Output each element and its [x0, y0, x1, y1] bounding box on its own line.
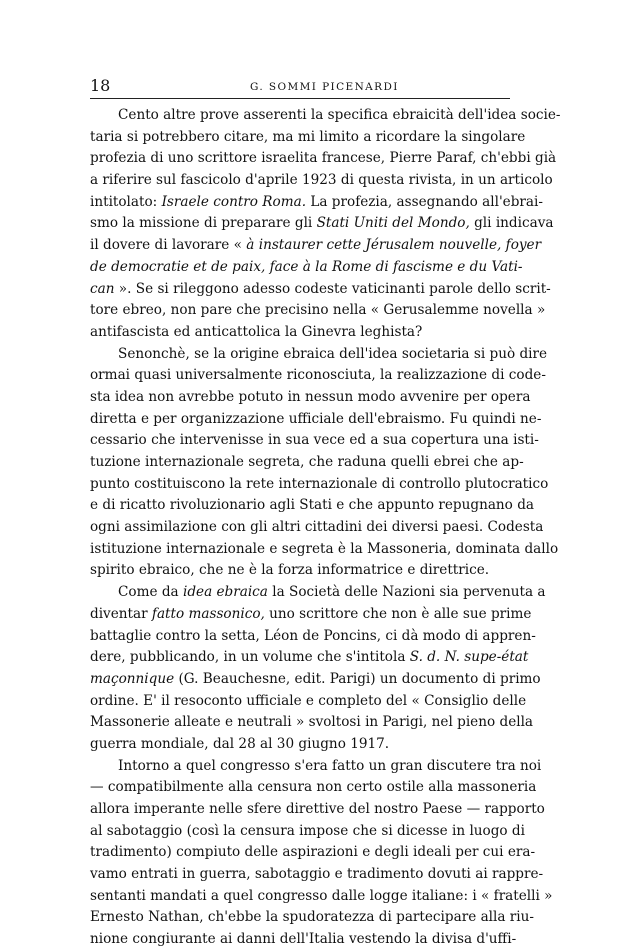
roman-text: antifascista ed anticattolica la Ginevra leghista? [90, 323, 423, 340]
text-line [90, 712, 534, 734]
text-line [90, 322, 510, 344]
roman-text: sentanti mandati a quel congresso dalle logge italiane: i « fratelli » [90, 887, 553, 904]
italic-text: à instaurer cette Jérusalem nouvelle, foyer [246, 237, 542, 254]
roman-text: — compatibilmente alla censura non certo ostile alla massoneria [90, 779, 537, 796]
text-line [90, 495, 534, 517]
italic-text: Israele contro Roma. [161, 193, 307, 210]
text-line [90, 192, 543, 214]
roman-text: Intorno a quel congresso s'era fatto un gran discutere tra noi [118, 757, 542, 774]
text-line [90, 539, 559, 561]
roman-text: intitolato: [90, 193, 162, 210]
text-line [90, 170, 553, 192]
roman-text: cessario che intervenisse in sua vece ed a sua copertura una isti- [90, 432, 539, 449]
text-line [90, 344, 548, 366]
roman-text: profezia di uno scrittore israelita francese, Pierre Paraf, ch'ebbi già [90, 150, 557, 167]
text-line [90, 409, 542, 431]
text-line [90, 300, 546, 322]
roman-text: Senonchè, se la origine ebraica dell'idea societaria si può dire [118, 345, 548, 362]
roman-text: taria si potrebbero citare, ma mi limito a ricordare la singolare [90, 128, 526, 145]
italic-text: idea ebraica [182, 584, 268, 601]
roman-text: al sabotaggio (così la censura impose che si dicesse in luogo di [90, 822, 525, 839]
text-line [90, 691, 527, 713]
text-line [90, 387, 531, 409]
roman-text: tuzione internazionale segreta, che raduna quelli ebrei che ap- [90, 454, 524, 470]
roman-text: Come da [118, 584, 183, 601]
text-line [90, 886, 553, 908]
roman-text: spirito ebraico, che ne è la forza informatrice e direttrice. [90, 562, 490, 579]
paragraph [90, 582, 546, 756]
roman-text: istituzione internazionale e segreta è la Massoneria, dominata dallo [90, 540, 559, 557]
text-line [90, 842, 536, 864]
italic-text: fatto massonico, [151, 605, 265, 622]
roman-text: ogni assimilazione con gli altri cittadini dei diversi paesi. Codesta [90, 519, 544, 536]
roman-text: battaglie contro la setta, Léon de Poncins, ci dà modo di appren- [90, 627, 536, 644]
roman-text: diretta e per organizzazione ufficiale dell'ebraismo. Fu quindi ne- [90, 410, 542, 427]
roman-text: ordine. E' il resoconto ufficiale e completo del « Consiglio delle [90, 692, 527, 709]
text-line [90, 626, 536, 648]
text-line [90, 864, 544, 886]
running-head: G. SOMMI PICENARDI [250, 81, 399, 93]
roman-text: dere, pubblicando, in un volume che s'intitola [90, 649, 410, 666]
text-line [90, 105, 561, 127]
roman-text: tradimento) compiuto delle aspirazioni e degli ideali per cui era- [90, 844, 536, 861]
text-line [90, 821, 525, 843]
roman-text: ». Se si rileggono adesso codeste vaticinanti parole dello scrit- [114, 280, 551, 297]
roman-text: Cento altre prove asserenti la specifica ebraicità dell'idea socie- [118, 107, 561, 123]
roman-text: allora imperante nelle sfere direttive del nostro Paese — rapporto [90, 801, 545, 817]
paragraph [90, 756, 553, 951]
text-line [90, 452, 524, 474]
roman-text: nione congiurante ai danni dell'Italia vestendo la divisa d'uffi- [90, 931, 517, 948]
italic-text: S. d. N. supe-état [409, 649, 529, 666]
text-line [90, 756, 542, 778]
roman-text: vamo entrati in guerra, sabotaggio e tradimento dovuti ai rappre- [90, 866, 544, 883]
roman-text: La profezia, assegnando all'ebrai- [306, 193, 543, 210]
page-number: 18 [90, 76, 111, 95]
text-line [90, 560, 510, 582]
text-line [90, 235, 542, 257]
roman-text: la Società delle Nazioni sia pervenuta a [267, 584, 546, 601]
roman-text: Ernesto Nathan, ch'ebbe la spudoratezza di partecipare alla riu- [90, 909, 534, 926]
roman-text: guerra mondiale, dal 28 al 30 giugno 1917. [90, 735, 390, 752]
body-text [90, 105, 561, 951]
paragraph [90, 105, 561, 344]
roman-text: ormai quasi universalmente riconosciuta, la realizzazione di code- [90, 367, 546, 384]
italic-text: can [90, 280, 115, 297]
text-line [90, 279, 551, 301]
roman-text: e di ricatto rivoluzionario agli Stati e che appunto repugnano da [90, 497, 534, 514]
roman-text: sta idea non avrebbe potuto in nessun modo avvenire per opera [90, 388, 531, 405]
roman-text: a riferire sul fascicolo d'aprile 1923 di questa rivista, in un articolo [90, 172, 553, 189]
text-line [90, 907, 534, 929]
roman-text: gli indicava [469, 215, 554, 232]
italic-text: de democratie et de paix, face à la Rome di fascisme e du Vati- [90, 258, 523, 275]
roman-text: uno scrittore che non è alle sue prime [264, 605, 532, 622]
text-line [90, 777, 537, 799]
roman-text: il dovere di lavorare « [90, 237, 247, 254]
page-header [90, 76, 510, 99]
text-line [90, 213, 554, 235]
roman-text: (G. Beauchesne, edit. Parigi) un documento di primo [174, 670, 541, 687]
text-line [90, 257, 523, 279]
text-line [90, 148, 557, 170]
text-line [90, 799, 545, 821]
text-line [90, 604, 532, 626]
italic-text: Stati Uniti del Mondo, [316, 215, 470, 232]
roman-text: punto costituiscono la rete internazionale di controllo plutocratico [90, 475, 549, 492]
text-line [90, 929, 517, 951]
text-line [90, 127, 526, 149]
text-line [90, 647, 529, 669]
roman-text: Massonerie alleate e neutrali » svoltosi in Parigi, nel pieno della [90, 714, 534, 731]
text-line [90, 734, 510, 756]
roman-text: tore ebreo, non pare che precisino nella « Gerusalemme novella » [90, 302, 546, 319]
text-line [90, 365, 546, 387]
text-line [90, 430, 539, 452]
italic-text: maçonnique [90, 670, 175, 687]
text-line [90, 582, 546, 604]
roman-text: diventar [90, 605, 152, 622]
text-line [90, 474, 549, 496]
text-line [90, 669, 541, 691]
roman-text: smo la missione di preparare gli [90, 215, 317, 232]
paragraph [90, 344, 559, 583]
text-line [90, 517, 544, 539]
